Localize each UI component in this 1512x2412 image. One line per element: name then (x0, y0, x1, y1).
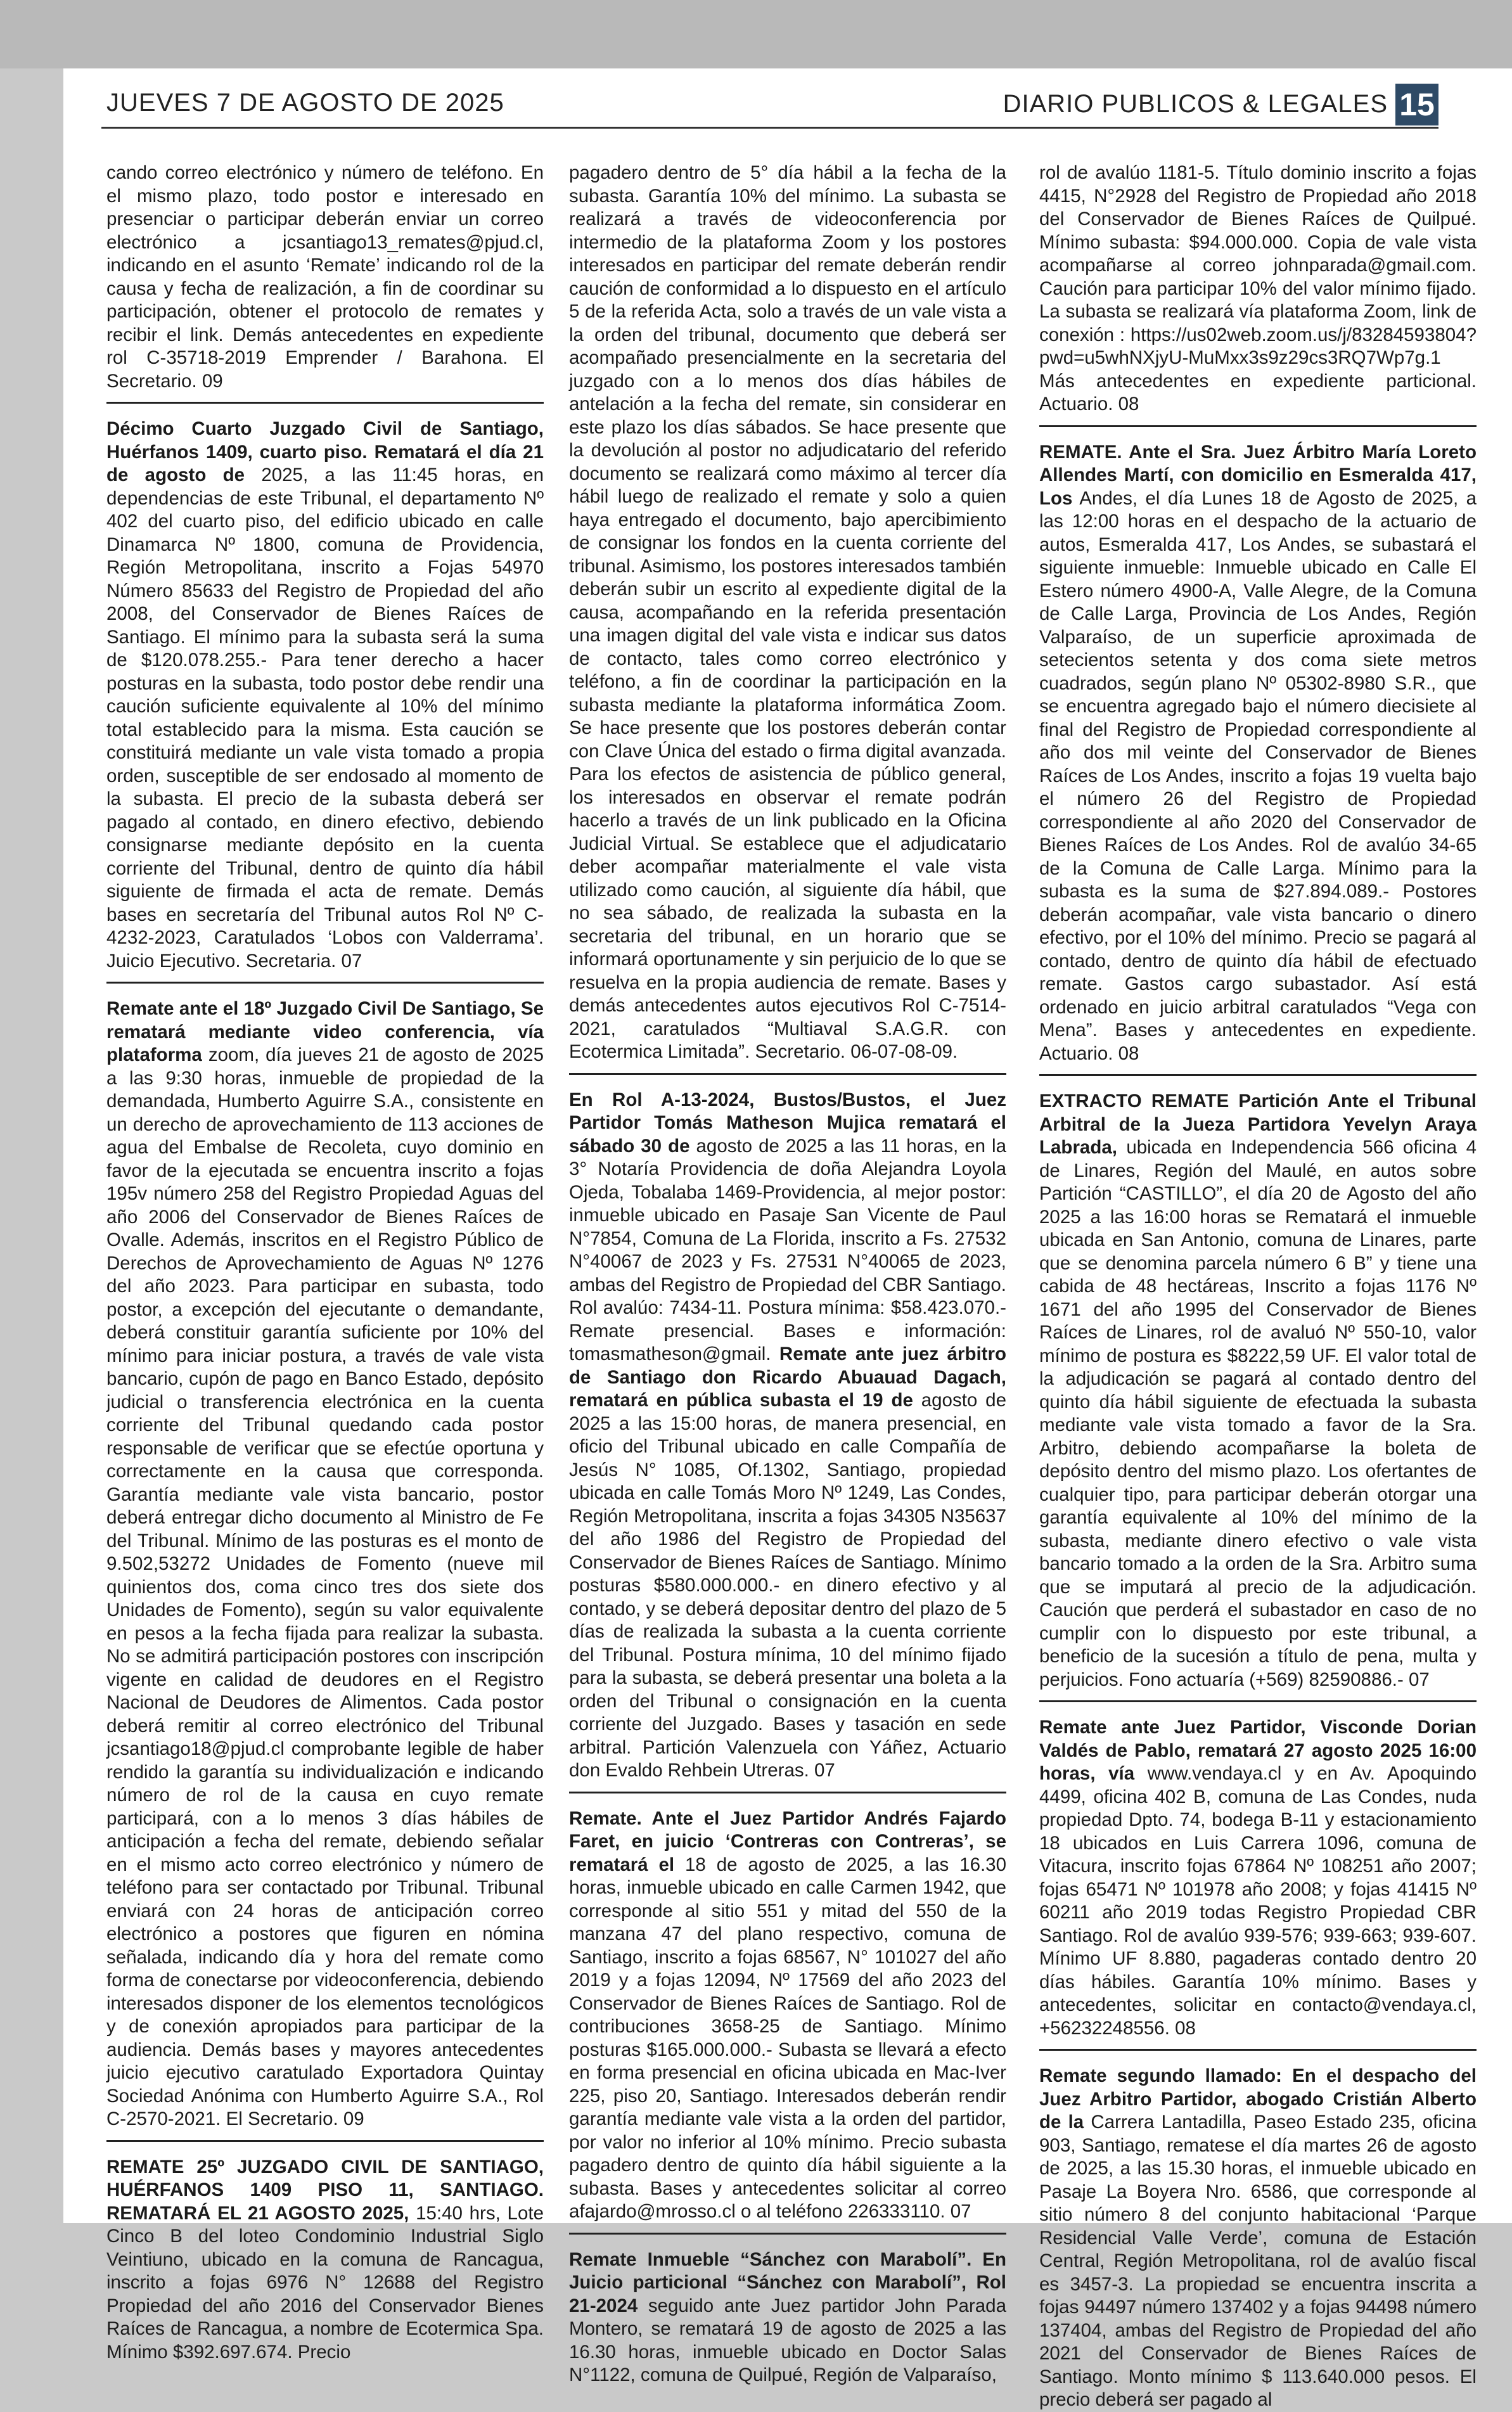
legal-notice (569, 1792, 1006, 2224)
notice-heading: Remate Inmueble “Sánchez con Marabolí”. En Juicio particional “Sánchez con Marabolí”, Rol 21-2024 (569, 2248, 1006, 2316)
column-3 (1039, 162, 1477, 2410)
notice-body: 15:40 hrs, Lote Cinco B del loteo Condominio Industrial Siglo Veintiuno, ubicado en la comuna de Rancagua, inscrito a fojas 6976 N° 12688 del Registro Propiedad del año 2016 del Conservador Bienes Raíces de Rancagua, a nombre de Ecotermica Spa. Mínimo $392.697.674. Precio (106, 2202, 544, 2363)
legal-notice (1039, 1074, 1477, 1691)
notice-body: 18 de agosto de 2025, a las 16.30 horas, inmueble ubicado en calle Carmen 1942, que corresponde al sitio 551 y mitad del 550 de la manzana 47 del plano respectivo, comuna de Santiago, inscrito a fojas 68567, N° 101027 del año 2019 y a fojas 12094, Nº 17569 del año 2023 del Conservador de Bienes Raíces de Santiago. Rol de contribuciones 3658-25 de Santiago. Mínimo posturas $165.000.000.- Subasta se llevará a efecto en forma presencial en oficina ubicada en Mac-Iver 225, piso 20, Santiago. Interesados deberán rendir garantía mediante vale vista a la orden del partidor, por valor no inferior al 10% mínimo. Precio subasta pagadero dentro de quinto día hábil siguiente a la subasta. Bases y antecedentes solicitar al correo afajardo@mrosso.cl o al teléfono 226333110. 07 (569, 1854, 1006, 2222)
notice-body: ubicada en Independencia 566 oficina 4 de Linares, Región del Maulé, en autos sobre Partición “CASTILLO”, el día 20 de Agosto del año 2025 a las 16:00 horas se Rematará el inmueble ubicada en San Antonio, comuna de Linares, parte que se denomina parcela número 6 B” y tiene una cabida de 48 hectáreas, Inscrito a fojas 1176 Nº 1671 del año 1995 del Conservador de Bienes Raíces de Linares, rol de avaluó Nº 550-10, valor mínimo de postura es $8222,59 UF. El valor total de la adjudicación se pagará al contado dentro del quinto día hábil siguiente de efectuada la subasta mediante vale vista tomado a favor de la Sra. Arbitro, debiendo acompañarse la boleta de depósito dentro del mismo plazo. Los ofertantes de cualquier tipo, para participar deberán otorgar una garantía equivalente al 10% del mínimo de la subasta, mediante dinero efectivo o vale vista bancario tomado a la orden de la Sra. Arbitro suma que se imputará al precio de la adjudicación. Caución que perderá el subastador en caso de no cumplir con lo dispuesto por este tribunal, a beneficio de la sucesión a título de pena, multa y perjuicios. Fono actuaría (+569) 82590886.- 07 (1039, 1137, 1477, 1690)
notice-heading: Remate segundo llamado: En el despacho del Juez Arbitro Partidor, abogado Cristián Alberto de la (1039, 2065, 1477, 2133)
notice-heading: Remate ante Juez Partidor, Visconde Dorian Valdés de Pablo, rematará 27 agosto 2025 16:00 horas, vía (1039, 1717, 1477, 1784)
top-margin-band (0, 0, 1512, 68)
notice-body: pagadero dentro de 5° día hábil a la fecha de la subasta. Garantía 10% del mínimo. La subasta se realizará a través de videoconferencia por intermedio de la plataforma Zoom y los postores interesados en participar del remate deberán rendir caución de conformidad a lo dispuesto en el artículo 5 de la referida Acta, solo a través de un vale vista a la orden del tribunal, documento que deberá ser acompañado presencialmente en la secretaria del juzgado con a lo menos dos días hábiles de antelación a la fecha del remate, sin considerar en este plazo los días sábados. Se hace presente que la devolución al postor no adjudicatario del referido documento se realizará como máximo al tercer día hábil luego de realizado el remate y solo a quien haya entregado el documento, bajo apercibimiento de consignar los fondos en la cuenta corriente del tribunal. Asimismo, los postores interesados también deberán subir un escrito al expediente digital de la causa, acompañando en la referida presentación una imagen digital del vale vista e indicar sus datos de contacto, tales como correo electrónico y teléfono, a fin de coordinar la participación en la subasta mediante la plataforma informática Zoom. Se hace presente que los postores deberán contar con Clave Única del estado o firma digital avanzada. Para los efectos de asistencia de público general, los interesados en observar el remate podrán hacerlo a través de un link publicado en la Oficina Judicial Virtual. Se establece que el adjudicatario deber acompañar materialmente el vale vista utilizado como caución, al siguiente día hábil, que no sea sábado, de realizada la subasta en la secretaria del tribunal, en un horario que se informará oportunamente y sin perjuicio de lo que se resuelva en la propia audiencia de remate. Bases y demás antecedentes autos ejecutivos Rol C-7514-2021, caratulados “Multiaval S.A.G.R. con Ecotermica Limitada”. Secretario. 06-07-08-09. (569, 162, 1006, 1062)
notice-heading: Remate ante el 18º Juzgado Civil De Santiago, Se rematará mediante video conferencia, vía plataforma (106, 998, 544, 1065)
legal-notice (569, 1073, 1006, 1783)
page-number-badge: 15 (1395, 84, 1438, 125)
notice-body: agosto de 2025 a las 11 horas, en la 3° Notaría Providencia de doña Alejandra Loyola Ojeda, Tobalaba 1469-Providencia, al mejor postor: inmueble ubicado en Pasaje San Vicente de Paul N°7854, Comuna de La Florida, inscrito a Fs. 27532 N°40067 de 2023 y Fs. 27531 N°40065 de 2023, ambas del Registro de Propiedad del CBR Santiago. Rol avalúo: 7434-11. Postura mínima: $58.423.070.- Remate presencial. Bases e información: tomasmatheson@gmail. (569, 1135, 1006, 1364)
notice-heading: Remate ante juez árbitro de Santiago don Ricardo Abuauad Dagach, rematará en pública subasta el 19 de (569, 1344, 1006, 1411)
legal-notice (106, 162, 544, 393)
notice-heading: EXTRACTO REMATE Partición Ante el Tribunal Arbitral de la Jueza Partidora Yevelyn Araya Labrada, (1039, 1091, 1477, 1158)
notice-heading: REMATE 25º JUZGADO CIVIL DE SANTIAGO, HUÉRFANOS 1409 PISO 11, SANTIAGO. REMATARÁ EL 21 AGOSTO 2025, (106, 2156, 544, 2224)
notice-heading: Remate. Ante el Juez Partidor Andrés Fajardo Faret, en juicio ‘Contreras con Contreras’, se rematará el (569, 1807, 1006, 1875)
notice-body: cando correo electrónico y número de teléfono. En el mismo plazo, todo postor e interesado en presenciar o participar deberán enviar un correo electrónico a jcsantiago13_remates@pjud.cl, indicando en el asunto ‘Remate’ indicando rol de la causa y fecha de realización, a fin de coordinar su participación, obtener el protocolo de remates y recibir el link. Demás antecedentes en expediente rol C-35718-2019 Emprender / Barahona. El Secretario. 09 (106, 162, 544, 392)
column-2 (569, 162, 1006, 2385)
notice-body: zoom, día jueves 21 de agosto de 2025 a las 9:30 horas, inmueble de propiedad de la demandada, Humberto Aguirre S.A., consistente en un derecho de aprovechamiento de 113 acciones de agua del Embalse de Recoleta, cuyo dominio en favor de la ejecutada se encuentra inscrito a fojas 195v número 258 del Registro Propiedad Aguas del año 2006 del Conservador de Bienes Raíces de Ovalle. Además, inscritos en el Registro Público de Derechos de Aprovechamiento de Aguas Nº 1276 del año 2023. Para participar en subasta, todo postor, a excepción del ejecutante o demandante, deberá constituir garantía suficiente por 10% del mínimo para iniciar postura, a través de vale vista bancario, cupón de pago en Banco Estado, depósito judicial o transferencia electrónica en la cuenta corriente del Tribunal quedando cada postor responsable de verificar que se efectúe oportuna y correctamente en la causa que corresponda. Garantía mediante vale vista bancario, postor deberá entregar dicho documento al Ministro de Fe del Tribunal. Mínimo de las posturas es el monto de 9.502,53272 Unidades de Fomento (nueve mil quinientos dos, coma cinco tres dos siete dos Unidades de Fomento), según su valor equivalente en pesos a la fecha fijada para realizar la subasta. No se admitirá participación postores con inscripción vigente en calidad de deudores en el Registro Nacional de Deudores de Alimentos. Cada postor deberá remitir al correo electrónico del Tribunal jcsantiago18@pjud.cl comprobante legible de haber rendido la garantía su individualización e indicando número de rol de la causa en cuyo remate participará, con a lo menos 3 días hábiles de anticipación a fecha del remate, debiendo señalar en el mismo acto correo electrónico y número de teléfono para ser contactado por Tribunal. Tribunal enviará con 24 horas de anticipación correo electrónico a postores que figuren en nómina señalada, indicando día y hora del remate como forma de conectarse por videoconferencia, debiendo interesados disponer de los elementos tecnológicos y de conexión apropiados para participar de la audiencia. Demás bases y mayores antecedentes juicio ejecutivo caratulado Exportadora Quintay Sociedad Anónima con Humberto Aguirre S.A., Rol C-2570-2021. El Secretario. 09 (106, 1044, 544, 2129)
notice-body: seguido ante Juez partidor John Parada Montero, se rematará 19 de agosto de 2025 a las 16.30 horas, inmueble ubicado en Doctor Salas N°1122, comuna de Quilpué, Región de Valparaíso, (569, 2295, 1006, 2385)
notice-heading: REMATE. Ante el Sra. Juez Árbitro María Loreto Allendes Martí, con domicilio en Esmeralda 417, Los (1039, 441, 1477, 509)
notice-body: Andes, el día Lunes 18 de Agosto de 2025, a las 12:00 horas en el despacho de la actuario de autos, Esmeralda 417, Los Andes, se subastará el siguiente inmueble: Inmueble ubicado en Calle El Estero número 4900-A, Valle Alegre, de la Comuna de Calle Larga, Provincia de Los Andes, Región Valparaíso, de un superficie aproximada de setecientos setenta y dos coma siete metros cuadrados, según plano Nº 05302-8980 S.R., que se encuentra agregado bajo el número diecisiete al final del Registro de Propiedad correspondiente al año dos mil veinte del Conservador de Bienes Raíces de Los Andes, inscrito a fojas 19 vuelta bajo el número 26 del Registro de Propiedad correspondiente al año 2020 del Conservador de Bienes Raíces de Los Andes. Rol de avalúo 34-65 de la Comuna de Calle Larga. Mínimo para la subasta es la suma de $27.894.089.- Postores deberán acompañar, vale vista bancario o dinero efectivo, por el 10% del mínimo. Precio se pagará al contado, dentro de quinto día hábil de efectuado remate. Gastos cargo subastador. Así está ordenado en juicio arbitral caratulados “Vega con Mena”. Bases y antecedentes en expediente. Actuario. 08 (1039, 487, 1477, 1064)
notice-body: rol de avalúo 1181-5. Título dominio inscrito a fojas 4415, N°2928 del Registro de Propiedad año 2018 del Conservador de Bienes Raíces de Quilpué. Mínimo subasta: $94.000.000. Copia de vale vista acompañarse al correo johnparada@gmail.com. Caución para participar 10% del valor mínimo fijado. La subasta se realizará vía plataforma Zoom, link de conexión : https://us02web.zoom.us/j/83284593804?pwd=u5whNXjyU-MuMxx3s9z29cs3RQ7Wp7g.1 Más antecedentes en expediente particional. Actuario. 08 (1039, 162, 1477, 414)
legal-notice (106, 982, 544, 2131)
issue-date: JUEVES 7 DE AGOSTO DE 2025 (106, 89, 504, 117)
notice-heading: Décimo Cuarto Juzgado Civil de Santiago, Huérfanos 1409, cuarto piso. Rematará el día 21 de agosto de (106, 418, 544, 485)
legal-notice (569, 2233, 1006, 2387)
column-1 (106, 162, 544, 2363)
notice-heading: En Rol A-13-2024, Bustos/Bustos, el Juez Partidor Tomás Matheson Mujica rematará el sábado 30 de (569, 1089, 1006, 1157)
legal-notice (1039, 162, 1477, 416)
notice-body: www.vendaya.cl y en Av. Apoquindo 4499, oficina 402 B, comuna de Las Condes, nuda propiedad Dpto. 74, bodega B-11 y estacionamiento 18 ubicados en Luis Carrera 1096, comuna de Vitacura, inscrito fojas 67864 Nº 108251 año 2007; fojas 65471 Nº 101978 año 2008; y fojas 41415 Nº 60211 año 2019 todas Registro Propiedad CBR Santiago. Rol de avalúo 939-576; 939-663; 939-607. Mínimo UF 8.880, pagaderas contado dentro 20 días hábiles. Garantía 10% mínimo. Bases y antecedentes, solicitar en contacto@vendaya.cl, +56232248556. 08 (1039, 1763, 1477, 2039)
notice-body: agosto de 2025 a las 15:00 horas, de manera presencial, en oficio del Tribunal ubicado en calle Compañía de Jesús N° 1085, Of.1302, Santiago, propiedad ubicada en calle Tomás Moro Nº 1249, Las Condes, Región Metropolitana, inscrita a fojas 34305 N35637 del año 1986 del Registro de Propiedad del Conservador de Bienes Raíces de Santiago. Mínimo posturas $580.000.000.- en dinero efectivo y al contado, y se deberá depositar dentro del plazo de 5 días de realizada la subasta a la cuenta corriente del Tribunal. Postura mínima, 10 del mínimo fijado para la subasta, se deberá presentar una boleta a la orden del Tribunal o consignación en la cuenta corriente del Juzgado. Bases y tasación en sede arbitral. Partición Valenzuela con Yáñez, Actuario don Evaldo Rehbein Utreras. 07 (569, 1390, 1006, 1781)
notice-body: Carrera Lantadilla, Paseo Estado 235, oficina 903, Santiago, rematese el día martes 26 de agosto de 2025, a las 15.30 horas, el inmueble ubicado en Pasaje La Boyera Nro. 6586, que corresponde al sitio número 8 del conjunto habitacional ‘Parque Residencial Valle Verde’, comuna de Estación Central, Región Metropolitana, rol de avalúo fiscal es 3457-3. La propiedad se encuentra inscrita a fojas 94497 número 137402 y a fojas 94498 número 137404, ambas del Registro de Propiedad del año 2021 del Conservador de Bienes Raíces de Santiago. Monto mínimo $ 113.640.000 pesos. El precio deberá ser pagado al (1039, 2112, 1477, 2410)
page-header (101, 84, 1438, 129)
legal-notice (1039, 425, 1477, 1066)
legal-notice (569, 162, 1006, 1064)
newspaper-title: DIARIO PUBLICOS & LEGALES (1003, 90, 1388, 118)
notice-body: 2025, a las 11:45 horas, en dependencias de este Tribunal, el departamento Nº 402 del cuarto piso, del edificio ubicado en calle Dinamarca Nº 1800, comuna de Providencia, Región Metropolitana, inscrito a Fojas 54970 Número 85633 del Registro de Propiedad del año 2008, del Conservador de Bienes Raíces de Santiago. El mínimo para la subasta será la suma de $120.078.255.- Para tener derecho a hacer posturas en la subasta, todo postor debe rendir una caución suficiente equivalente al 10% del mínimo total establecido para la misma. Esta caución se constituirá mediante un vale vista tomado a propia orden, susceptible de ser endosado al momento de la subasta. El precio de la subasta deberá ser pagado al contado, en dinero efectivo, debiendo consignarse mediante depósito en la cuenta corriente del Tribunal, dentro de quinto día hábil siguiente de firmada el acta de remate. Demás bases en secretaría del Tribunal autos Rol Nº C-4232-2023, Caratulados ‘Lobos con Valderrama’. Juicio Ejecutivo. Secretaria. 07 (106, 465, 544, 972)
legal-notice (1039, 2049, 1477, 2412)
legal-notice (106, 2140, 544, 2364)
legal-notice (1039, 1700, 1477, 2040)
legal-notice (106, 402, 544, 973)
